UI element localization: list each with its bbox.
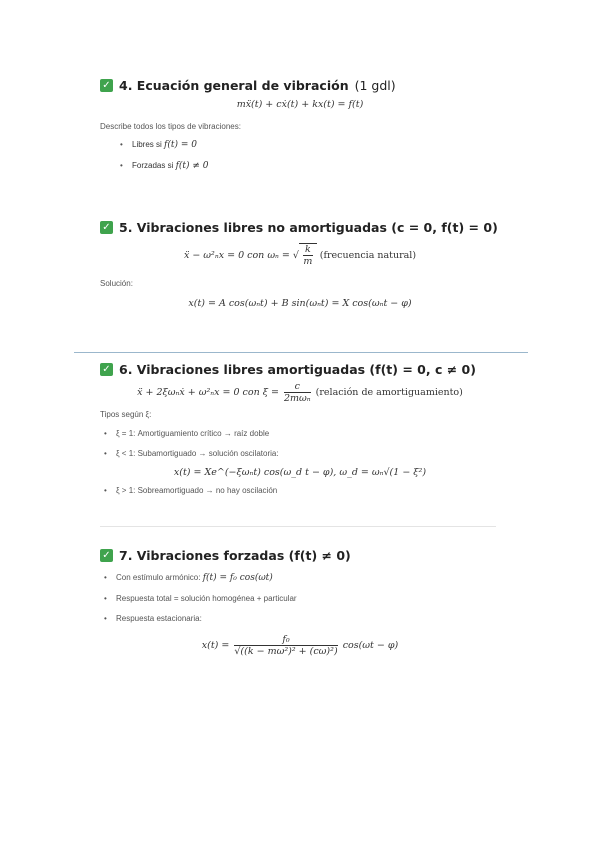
section-6 xyxy=(100,362,500,506)
forced-vibration-list xyxy=(100,573,500,623)
section-4-title: 4. Ecuación general de vibración xyxy=(119,78,349,93)
check-icon: ✓ xyxy=(100,79,113,92)
underdamped-solution: x(t) = Xe^(−ξωₙt) cos(ω_d t − φ), ω_d = ωₙ√(1 − ξ²) xyxy=(173,467,427,478)
check-icon: ✓ xyxy=(100,221,113,234)
section-5 xyxy=(100,220,500,309)
section-5-heading xyxy=(100,220,500,235)
section-4 xyxy=(100,78,500,182)
divider xyxy=(74,352,528,353)
list-item: • ξ < 1: Subamortiguado → solución oscilatoria: xyxy=(100,449,500,458)
list-item: • ξ = 1: Amortiguamiento crítico → raíz doble xyxy=(100,429,500,438)
solution-label: Solución: xyxy=(100,279,133,288)
divider xyxy=(100,526,496,527)
section-6-heading xyxy=(100,362,500,377)
list-item: • Respuesta estacionaria: xyxy=(100,614,500,623)
list-item: • ξ > 1: Sobreamortiguado → no hay oscilación xyxy=(100,486,500,495)
list-item: • Forzadas si f(t) ≠ 0 xyxy=(116,161,500,171)
undamped-equation: ẍ − ω²ₙx = 0 con ωₙ = √ $\frac{k}{m}$ (frecuencia natural) xyxy=(183,244,417,267)
general-equation: mẍ(t) + cẋ(t) + kx(t) = f(t) xyxy=(236,99,364,110)
section-7 xyxy=(100,548,500,657)
section-7-heading xyxy=(100,548,500,563)
list-item: • Con estímulo armónico: f(t) = f₀ cos(ωt) xyxy=(100,573,500,583)
section-7-title: 7. Vibraciones forzadas (f(t) ≠ 0) xyxy=(119,548,351,563)
section-4-heading xyxy=(100,78,500,93)
list-item: • Libres si f(t) = 0 xyxy=(116,140,500,150)
section-6-title: 6. Vibraciones libres amortiguadas (f(t) = 0, c ≠ 0) xyxy=(119,362,476,377)
section-4-description: Describe todos los tipos de vibraciones: xyxy=(100,122,241,131)
section-4-title-note: (1 gdl) xyxy=(354,78,396,93)
steady-state-response: x(t) = $\frac{\text{f₀}}{\text{√((k − mω²)² + (cω)²)}}$ cos(ωt − φ) xyxy=(201,634,399,657)
check-icon: ✓ xyxy=(100,363,113,376)
vibration-type-list xyxy=(100,140,500,171)
types-label: Tipos según ξ: xyxy=(100,410,152,419)
damped-equation: ẍ + 2ξωₙẋ + ω²ₙx = 0 con ξ = $\frac{c}{\text{2mωₙ}}$ (relación de amortiguamiento) xyxy=(137,381,463,404)
damping-type-list xyxy=(100,429,500,458)
undamped-solution: x(t) = A cos(ωₙt) + B sin(ωₙt) = X cos(ωₙt − φ) xyxy=(188,298,412,309)
section-5-title: 5. Vibraciones libres no amortiguadas (c = 0, f(t) = 0) xyxy=(119,220,498,235)
list-item: • Respuesta total = solución homogénea + particular xyxy=(100,594,500,603)
check-icon: ✓ xyxy=(100,549,113,562)
